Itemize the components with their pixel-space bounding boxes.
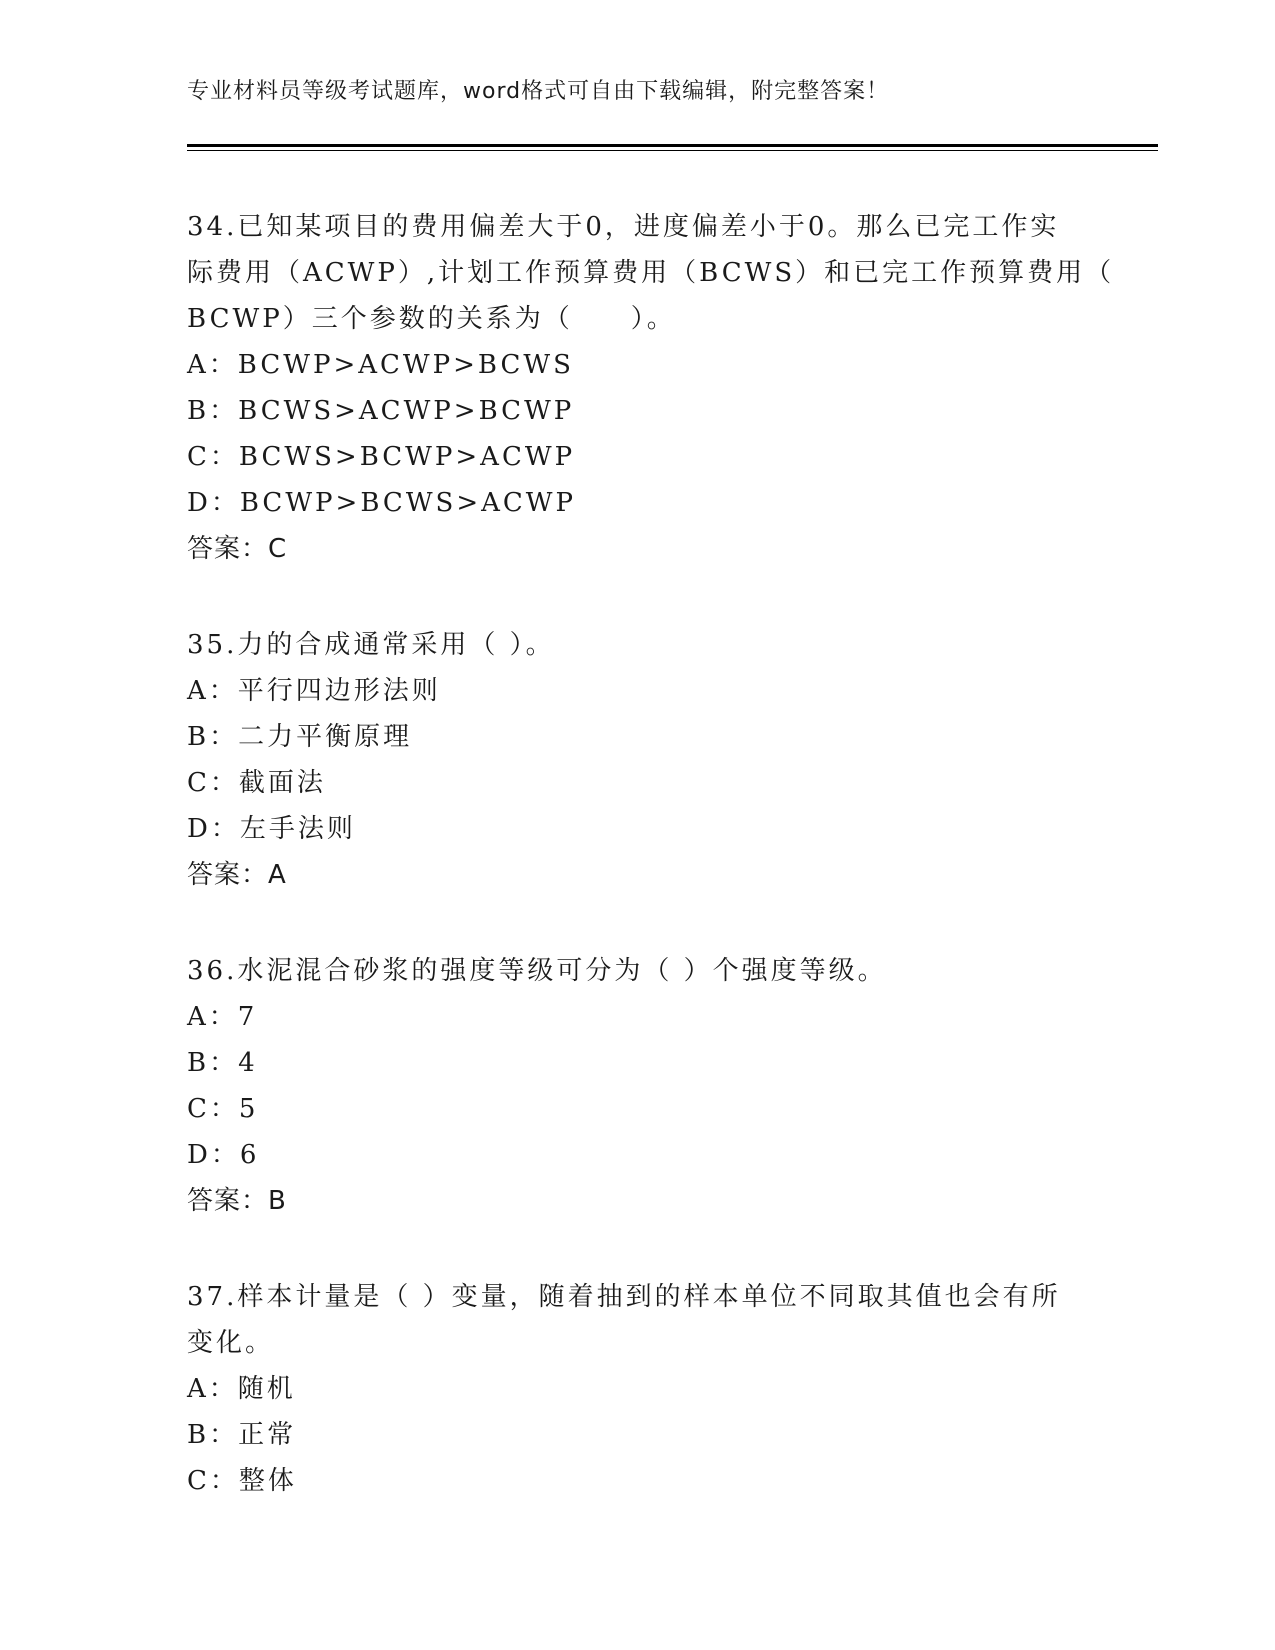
option-c: C：5 (187, 1094, 259, 1124)
page-header-text: 专业材料员等级考试题库，word格式可自由下载编辑，附完整答案！ (187, 79, 890, 104)
option-b: B：正常 (187, 1420, 297, 1450)
option-a: A：BCWP>ACWP>BCWS (187, 350, 574, 380)
option-c: C：整体 (187, 1466, 297, 1496)
option-b: B：二力平衡原理 (187, 722, 413, 752)
header-divider-thin (187, 150, 1158, 151)
question-37 (187, 1274, 1087, 1504)
option-a: A：随机 (187, 1374, 296, 1404)
question-stem-line: 36.水泥混合砂浆的强度等级可分为（ ）个强度等级。 (187, 956, 887, 986)
question-stem-line: 际费用（ACWP）,计划工作预算费用（BCWS）和已完工作预算费用（ (187, 258, 1115, 288)
answer-line: 答案：A (187, 860, 287, 890)
question-stem-line: 变化。 (187, 1328, 275, 1358)
question-stem-line: BCWP）三个参数的关系为（ ）。 (187, 304, 676, 334)
question-35 (187, 622, 1087, 898)
option-d: D：左手法则 (187, 814, 356, 844)
option-c: C：BCWS>BCWP>ACWP (187, 442, 576, 472)
option-d: D：BCWP>BCWS>ACWP (187, 488, 577, 518)
question-stem-line: 35.力的合成通常采用（ ）。 (187, 630, 555, 660)
option-d: D：6 (187, 1140, 260, 1170)
header-divider-thick (187, 144, 1158, 147)
question-36 (187, 948, 1087, 1224)
question-stem-line: 34.已知某项目的费用偏差大于0，进度偏差小于0。那么已完工作实 (187, 212, 1060, 242)
option-b: B：BCWS>ACWP>BCWP (187, 396, 575, 426)
option-a: A：7 (187, 1002, 258, 1032)
question-list (187, 204, 1115, 1554)
option-a: A：平行四边形法则 (187, 676, 441, 706)
answer-line: 答案：B (187, 1186, 287, 1216)
question-stem-line: 37.样本计量是（ ）变量，随着抽到的样本单位不同取其值也会有所 (187, 1282, 1061, 1312)
option-c: C：截面法 (187, 768, 326, 798)
option-b: B：4 (187, 1048, 258, 1078)
answer-line: 答案：C (187, 534, 288, 564)
question-34 (187, 204, 1115, 572)
